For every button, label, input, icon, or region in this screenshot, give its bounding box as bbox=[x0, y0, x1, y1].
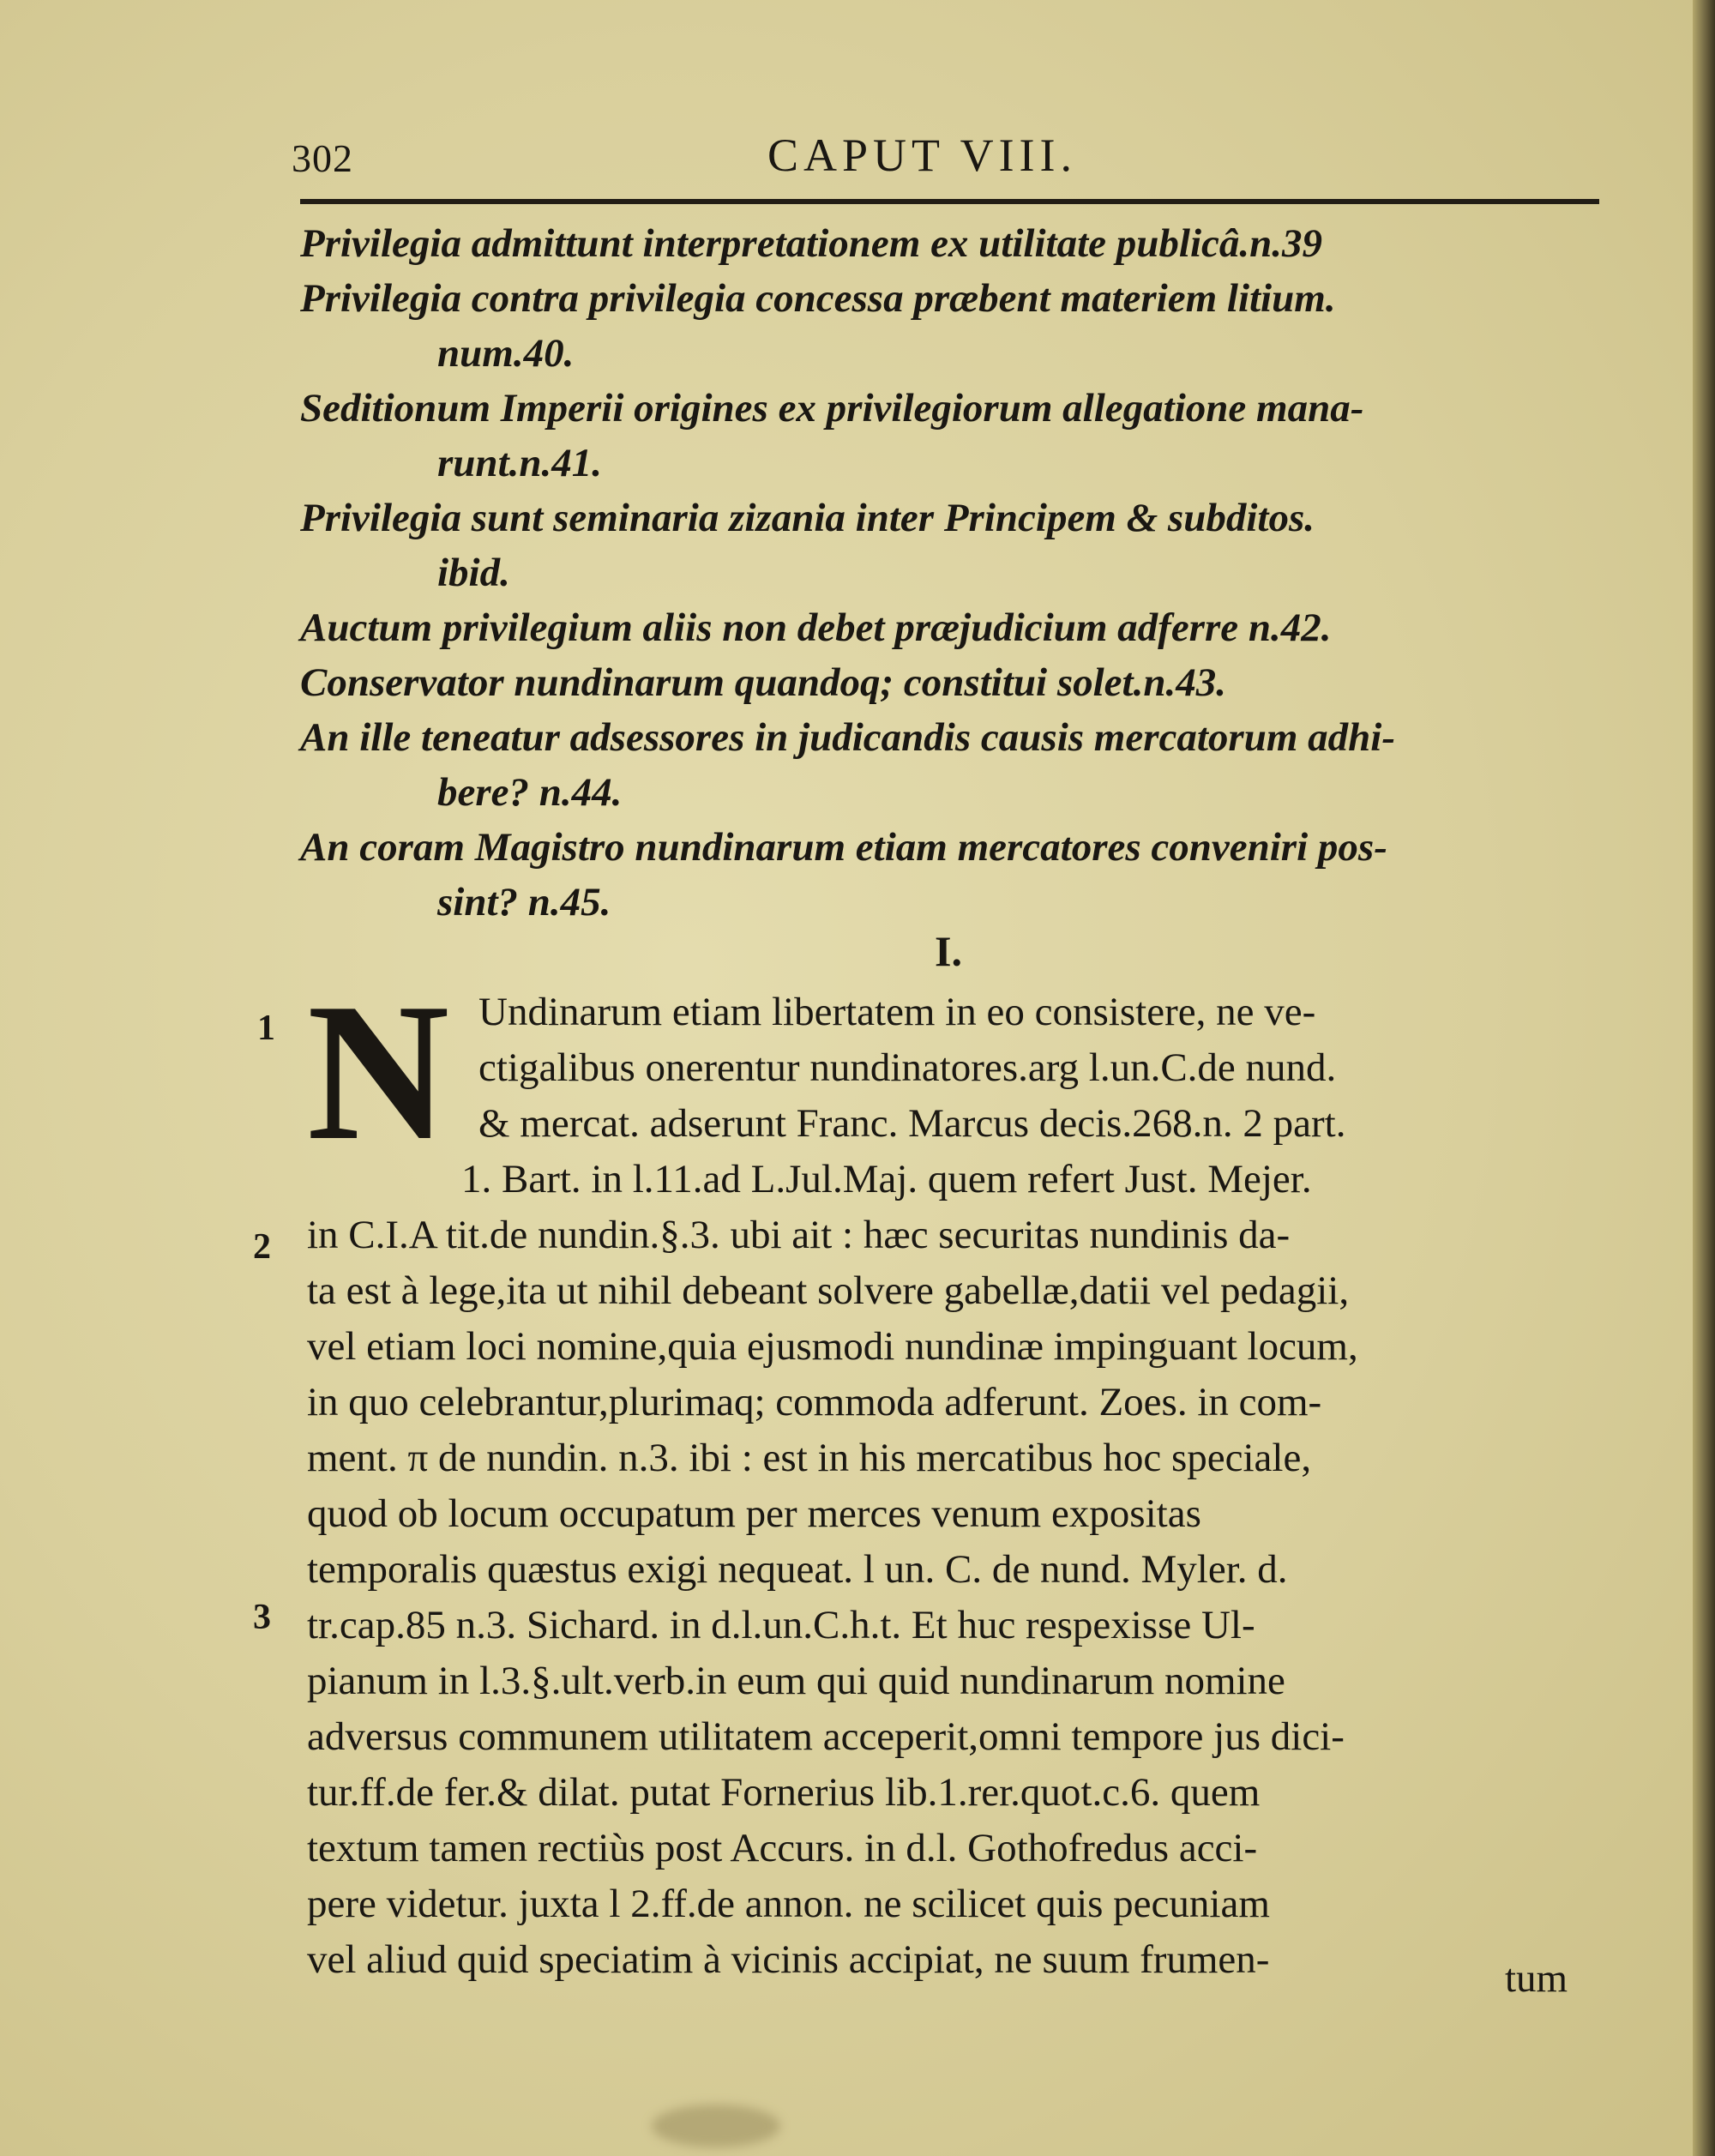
index-entry-text: Privilegia sunt seminaria zizania inter Principem & subditos. bbox=[300, 496, 1315, 540]
text-line: vel aliud quid speciatim à vicinis accipiat, ne suum frumen- bbox=[307, 1937, 1270, 1982]
text-line: tur.ff.de fer.& dilat. putat Fornerius lib.1.rer.quot.c.6. quem bbox=[307, 1770, 1261, 1815]
page-number: 302 bbox=[292, 136, 353, 180]
index-entry bbox=[300, 491, 1604, 600]
text-line: vel etiam loci nomine,quia ejusmodi nundinæ impinguant locum, bbox=[307, 1324, 1358, 1369]
text-line: quod ob locum occupatum per merces venum expositas bbox=[307, 1491, 1201, 1536]
index-entry-text: Privilegia contra privilegia concessa præbent materiem litium. bbox=[300, 276, 1336, 321]
index-entry-text: Auctum privilegium aliis non debet præjudicium adferre n.42. bbox=[300, 605, 1332, 650]
text-line: pianum in l.3.§.ult.verb.in eum qui quid nundinarum nomine bbox=[307, 1659, 1285, 1703]
running-title: CAPUT VIII. bbox=[767, 129, 1078, 181]
index-entry bbox=[300, 655, 1604, 710]
page-header bbox=[292, 129, 1595, 189]
paper-stain bbox=[652, 2105, 780, 2147]
index-entry-text: Privilegia admittunt interpretationem ex utilitate publicâ.n.39 bbox=[300, 221, 1323, 266]
header-rule bbox=[300, 199, 1599, 204]
margin-number: 2 bbox=[253, 1227, 271, 1267]
text-line: textum tamen rectiùs post Accurs. in d.l. Gothofredus acci- bbox=[307, 1826, 1258, 1870]
index-entry-continuation: sint? n.45. bbox=[437, 880, 611, 924]
index-entry bbox=[300, 820, 1604, 930]
text-line: in quo celebrantur,plurimaq; commoda adferunt. Zoes. in com- bbox=[307, 1380, 1322, 1424]
margin-number: 3 bbox=[253, 1598, 271, 1637]
text-line: ta est à lege,ita ut nihil debeant solvere gabellæ,datii vel pedagii, bbox=[307, 1268, 1350, 1313]
text-line: in C.I.A tit.de nundin.§.3. ubi ait : hæc securitas nundinis da- bbox=[307, 1213, 1291, 1257]
index-entry-text: An ille teneatur adsessores in judicandis causis mercatorum adhi- bbox=[300, 715, 1396, 760]
index-entry-continuation: num.40. bbox=[437, 331, 575, 376]
text-line: ctigalibus onerentur nundinatores.arg l.un.C.de nund. bbox=[478, 1045, 1337, 1090]
index-entry-continuation: ibid. bbox=[437, 551, 510, 595]
section-number: I. bbox=[935, 927, 962, 975]
text-line: adversus communem utilitatem acceperit,omni tempore jus dici- bbox=[307, 1714, 1345, 1759]
text-line: ment. π de nundin. n.3. ibi : est in his mercatibus hoc speciale, bbox=[307, 1436, 1312, 1480]
index-entry-text: An coram Magistro nundinarum etiam mercatores conveniri pos- bbox=[300, 825, 1387, 870]
index-entry bbox=[300, 600, 1604, 655]
catchword: tum bbox=[1505, 1956, 1568, 2001]
drop-cap: N bbox=[307, 962, 450, 1181]
text-line: pere videtur. juxta l 2.ff.de annon. ne scilicet quis pecuniam bbox=[307, 1882, 1270, 1926]
text-line: 1. Bart. in l.11.ad L.Jul.Maj. quem refert Just. Mejer. bbox=[461, 1157, 1312, 1201]
text-line: temporalis quæstus exigi nequeat. l un. C. de nund. Myler. d. bbox=[307, 1547, 1288, 1592]
index-entry bbox=[300, 271, 1604, 381]
index-entry-continuation: runt.n.41. bbox=[437, 441, 603, 485]
index-entry-text: Seditionum Imperii origines ex privilegiorum allegatione mana- bbox=[300, 386, 1364, 431]
index-entry bbox=[300, 710, 1604, 820]
body-text bbox=[307, 962, 1602, 1988]
summary-index bbox=[300, 216, 1604, 930]
index-entry bbox=[300, 216, 1604, 271]
margin-number: 1 bbox=[257, 1009, 275, 1048]
index-entry-continuation: bere? n.44. bbox=[437, 770, 623, 815]
index-entry bbox=[300, 381, 1604, 491]
page-edge-shadow bbox=[1693, 0, 1715, 2156]
index-entry-text: Conservator nundinarum quandoq; constitui solet.n.43. bbox=[300, 660, 1226, 705]
text-line: Undinarum etiam libertatem in eo consistere, ne ve- bbox=[478, 990, 1316, 1034]
text-line: & mercat. adserunt Franc. Marcus decis.268.n. 2 part. bbox=[478, 1101, 1346, 1146]
text-line: tr.cap.85 n.3. Sichard. in d.l.un.C.h.t. Et huc respexisse Ul- bbox=[307, 1603, 1255, 1647]
